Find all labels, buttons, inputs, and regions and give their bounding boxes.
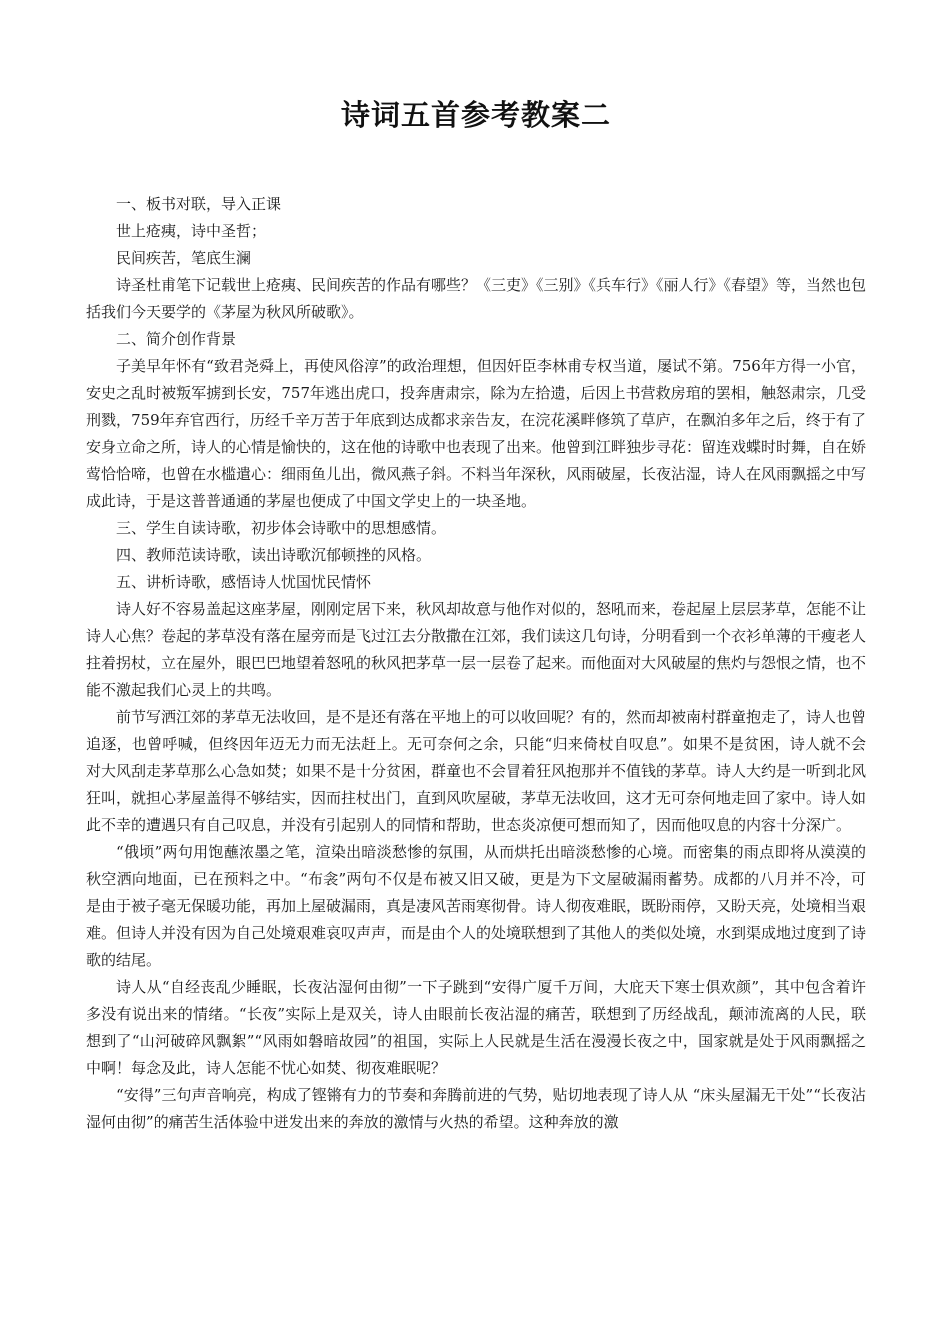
paragraph-analysis-2: 前节写洒江郊的茅草无法收回，是不是还有落在平地上的可以收回呢？有的，然而却被南村群童抱走了，诗人也曾追逐，也曾呼喊，但终因年迈无力而无法赶上。无可奈何之余，只能“归来倚杖自叹息”。如果不是贫困，诗人就不会对大风刮走茅草那么心急如焚；如果不是十分贫困，群童也不会冒着狂风抱那并不值钱的茅草。诗人大约是一听到北风狂叫，就担心茅屋盖得不够结实，因而拄杖出门，直到风吹屋破，茅草无法收回，这才无可奈何地走回了家中。诗人如此不幸的遭遇只有自己叹息，并没有引起别人的同情和帮助，世态炎凉便可想而知了，因而他叹息的内容十分深广。 [86,708,867,834]
heading-1-lead-in: 一、板书对联，导入正课 [116,195,282,213]
heading-5-analysis: 五、讲析诗歌，感悟诗人忧国忧民情怀 [116,573,372,591]
paragraph-analysis-3: “俄顷”两句用饱蘸浓墨之笔，渲染出暗淡愁惨的氛围，从而烘托出暗淡愁惨的心境。而密集的雨点即将从漠漠的秋空洒向地面，已在预料之中。“布衾”两句不仅是布被又旧又破，更是为下文屋破漏雨蓄势。成都的八月并不冷，可是由于被子毫无保暖功能，再加上屋破漏雨，真是凄风苦雨寒彻骨。诗人彻夜难眠，既盼雨停，又盼天亮，处境相当艰难。但诗人并没有因为自己处境艰难哀叹声声，而是由个人的处境联想到了其他人的类似处境，水到渠成地过度到了诗歌的结尾。 [86,843,867,969]
heading-3-self-reading: 三、学生自读诗歌，初步体会诗歌中的思想感情。 [116,519,447,537]
heading-4-model-reading: 四、教师范读诗歌，读出诗歌沉郁顿挫的风格。 [116,546,432,564]
paragraph-analysis-4: 诗人从“自经丧乱少睡眠，长夜沾湿何由彻”一下子跳到“安得广厦千万间，大庇天下寒士俱欢颜”，其中包含着许多没有说出来的情绪。“长夜”实际上是双关，诗人由眼前长夜沾湿的痛苦，联想到了历经战乱，颠沛流离的人民，联想到了“山河破碎风飘絮”“风雨如磐暗故园”的祖国，实际上人民就是生活在漫漫长夜之中，国家就是处于风雨飘摇之中啊！每念及此，诗人怎能不忧心如焚、彻夜难眠呢？ [86,978,866,1077]
page-title: 诗词五首参考教案二 [340,98,611,132]
document-body [86,191,866,1136]
couplet-line-1: 世上疮痍，诗中圣哲； [116,222,267,240]
paragraph-analysis-5: “安得”三句声音响亮，构成了铿锵有力的节奏和奔腾前进的气势，贴切地表现了诗人从 “床头屋漏无干处”“长夜沾湿何由彻”的痛苦生活体验中迸发出来的奔放的激情与火热的希望。这种奔放的激 [86,1086,866,1131]
paragraph-intro: 诗圣杜甫笔下记载世上疮痍、民间疾苦的作品有哪些？《三吏》《三别》《兵车行》《丽人行》《春望》等，当然也包括我们今天要学的《茅屋为秋风所破歌》。 [86,276,867,321]
paragraph-background: 子美早年怀有“致君尧舜上，再使风俗淳”的政治理想，但因奸臣李林甫专权当道，屡试不第。756年方得一小官，安史之乱时被叛军掳到长安，757年逃出虎口，投奔唐肃宗，除为左拾遗，后因上书营救房琯的罢相，触怒肃宗，几受刑戮，759年弃官西行，历经千辛万苦于年底到达成都求亲告友，在浣花溪畔修筑了草庐，在飘泊多年之后，终于有了安身立命之所，诗人的心情是愉快的，这在他的诗歌中也表现了出来。他曾到江畔独步寻花：留连戏蝶时时舞，自在娇莺恰恰啼，也曾在水槛遣心：细雨鱼儿出，微风燕子斜。不料当年深秋，风雨破屋，长夜沾湿，诗人在风雨飘摇之中写成此诗，于是这普普通通的茅屋也便成了中国文学史上的一块圣地。 [86,357,867,510]
heading-2-background: 二、简介创作背景 [116,330,237,348]
couplet-line-2: 民间疾苦，笔底生澜 [116,249,252,267]
paragraph-analysis-1: 诗人好不容易盖起这座茅屋，刚刚定居下来，秋风却故意与他作对似的，怒吼而来，卷起屋上层层茅草，怎能不让诗人心焦？卷起的茅草没有落在屋旁而是飞过江去分散撒在江郊，我们读这几句诗，分明看到一个衣衫单薄的干瘦老人拄着拐杖，立在屋外，眼巴巴地望着怒吼的秋风把茅草一层一层卷了起来。而他面对大风破屋的焦灼与怨恨之情，也不能不激起我们心灵上的共鸣。 [86,600,867,699]
